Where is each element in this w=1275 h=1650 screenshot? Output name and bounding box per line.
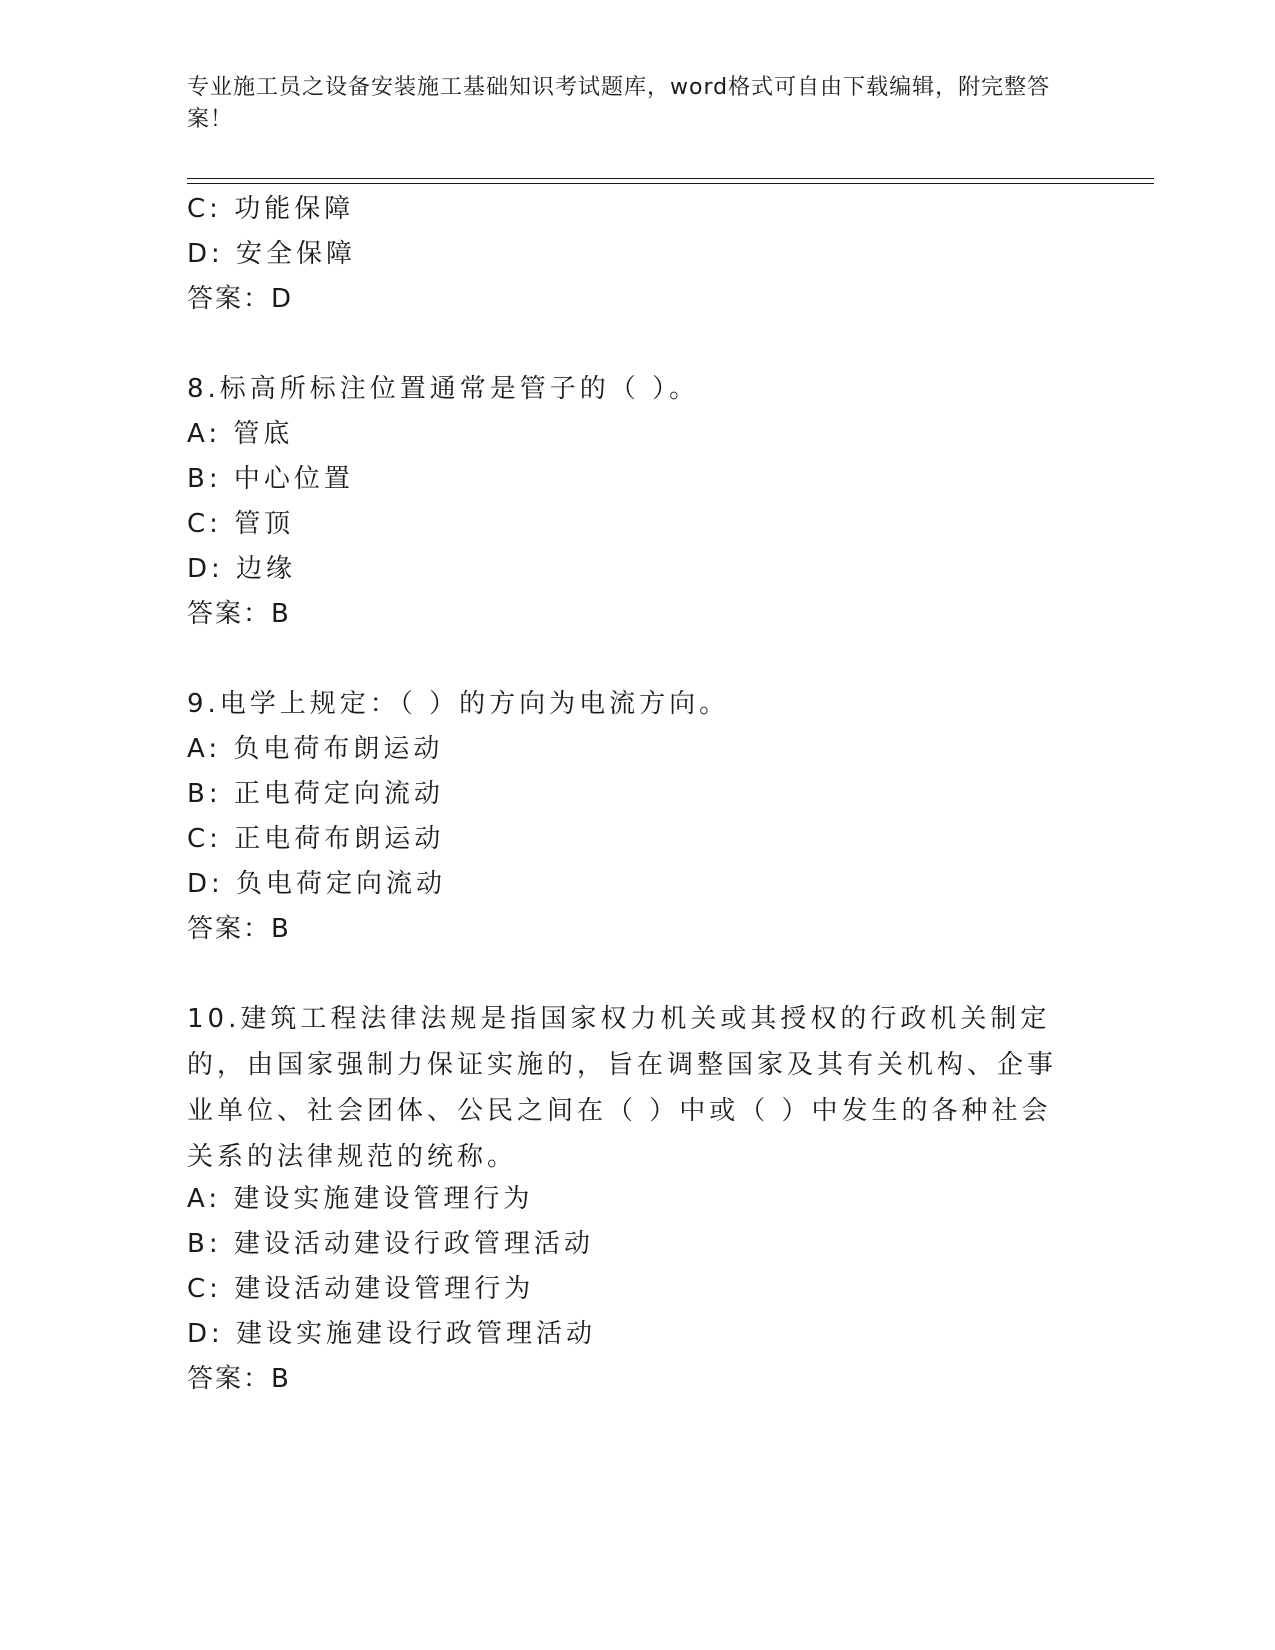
q10-option-c — [187, 1272, 534, 1306]
q8-option-d — [187, 552, 296, 586]
option-text: 负电荷定向流动 — [236, 869, 447, 899]
option-text: 管顶 — [234, 509, 295, 539]
option-label: C: — [187, 824, 222, 854]
q7-option-d — [187, 237, 356, 271]
q9-option-b — [187, 777, 444, 811]
q10-option-d — [187, 1317, 596, 1351]
option-label: D: — [187, 869, 224, 899]
q10-option-a — [187, 1182, 533, 1216]
option-label: C: — [187, 1274, 222, 1304]
option-text: 边缘 — [236, 554, 297, 584]
option-label: D: — [187, 1319, 224, 1349]
option-label: A: — [187, 419, 222, 449]
q8-option-b — [187, 462, 354, 496]
option-text: 负电荷布朗运动 — [233, 734, 444, 764]
page-header: 专业施工员之设备安装施工基础知识考试题库，word格式可自由下载编辑，附完整答案！ — [187, 75, 1051, 132]
option-label: A: — [187, 1184, 222, 1214]
q10-question: 10.建筑工程法律法规是指国家权力机关或其授权的行政机关制定的，由国家强制力保证实施的，旨在调整国家及其有关机构、企事业单位、社会团体、公民之间在（ ）中或（ ）中发生的各种社会关系的法律规范的统称。 — [187, 1004, 1058, 1172]
option-label: C: — [187, 194, 222, 224]
q7-answer: 答案：D — [187, 284, 294, 314]
q10-option-b — [187, 1227, 594, 1261]
q9-option-d — [187, 867, 446, 901]
option-label: D: — [187, 554, 224, 584]
header-divider-bottom — [187, 183, 1154, 184]
option-text: 中心位置 — [233, 464, 354, 494]
option-label: D: — [187, 239, 224, 269]
q9-option-c — [187, 822, 444, 856]
q8-question: 8.标高所标注位置通常是管子的（ ）。 — [187, 374, 700, 404]
option-label: B: — [187, 779, 222, 809]
q9-question: 9.电学上规定：（ ）的方向为电流方向。 — [187, 689, 730, 719]
option-label: B: — [187, 1229, 222, 1259]
option-text: 建设实施建设管理行为 — [233, 1184, 534, 1214]
q10-answer: 答案：B — [187, 1364, 291, 1394]
q9-answer: 答案：B — [187, 914, 291, 944]
option-text: 正电荷定向流动 — [233, 779, 444, 809]
option-text: 建设活动建设管理行为 — [234, 1274, 535, 1304]
option-text: 建设实施建设行政管理活动 — [236, 1319, 597, 1349]
option-text: 功能保障 — [234, 194, 355, 224]
option-text: 正电荷布朗运动 — [234, 824, 445, 854]
q8-answer: 答案：B — [187, 599, 291, 629]
option-text: 安全保障 — [236, 239, 357, 269]
q9-option-a — [187, 732, 443, 766]
option-text: 建设活动建设行政管理活动 — [233, 1229, 594, 1259]
q8-option-a — [187, 417, 293, 451]
header-divider-top — [187, 178, 1154, 179]
option-label: C: — [187, 509, 222, 539]
option-label: A: — [187, 734, 222, 764]
q7-option-c — [187, 192, 354, 226]
option-label: B: — [187, 464, 222, 494]
q8-option-c — [187, 507, 294, 541]
option-text: 管底 — [233, 419, 294, 449]
